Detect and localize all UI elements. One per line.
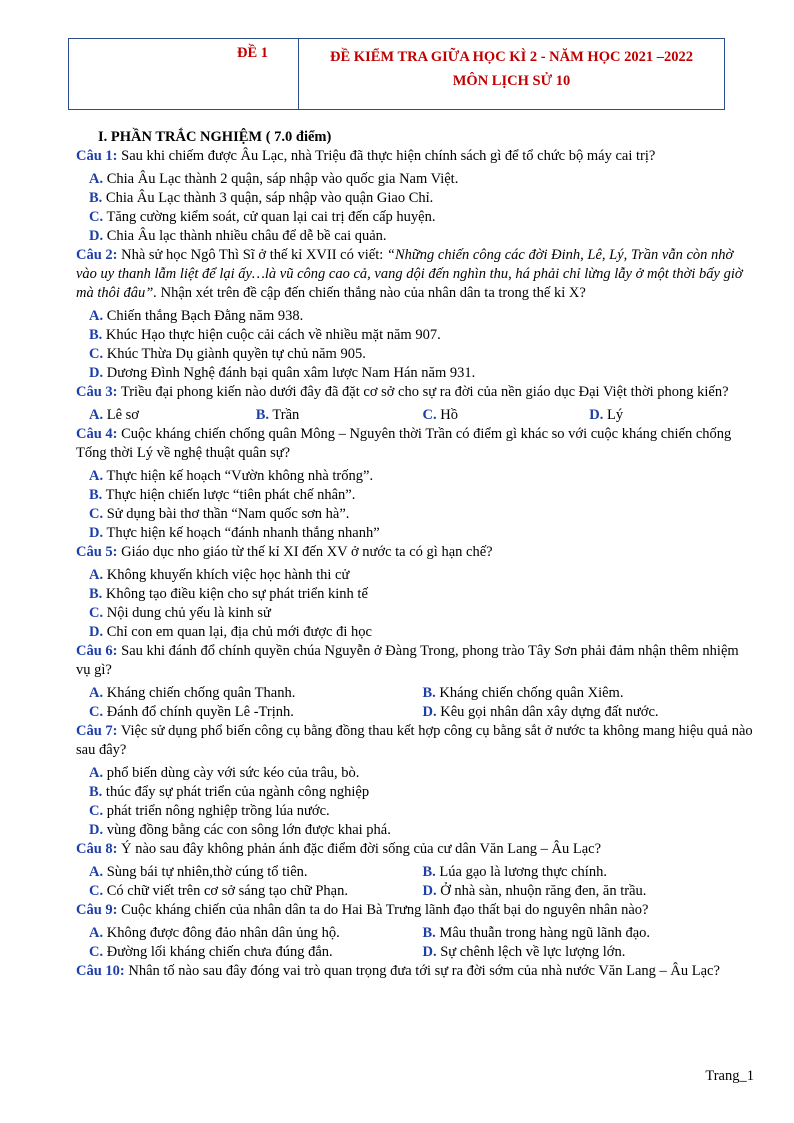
option-letter: D. (89, 525, 104, 541)
option-text: Trần (272, 407, 300, 423)
option-d (89, 821, 756, 840)
question-text: Việc sử dụng phổ biến công cụ bằng đồng thau kết hợp công cụ bằng sắt ở nước ta không mang hiệu quả nào sau đây? (76, 723, 753, 758)
option-text: Kháng chiến chống quân Xiêm. (439, 685, 624, 701)
question-text: Sau khi đánh đổ chính quyền chúa Nguyễn ở Đàng Trong, phong trào Tây Sơn phải đảm nhận thêm nhiệm vụ gì? (76, 643, 739, 678)
option-text: Không được đông đảo nhân dân ủng hộ. (106, 925, 340, 941)
question-text: Nhân tố nào sau đây đóng vai trò quan trọng đưa tới sự ra đời sớm của nhà nước Văn Lang – Âu Lạc? (124, 963, 720, 979)
question-label: Câu 9: (76, 902, 118, 918)
option-text: Chia Âu lạc thành nhiều châu để dễ bề cai quản. (106, 228, 387, 244)
option-b (89, 783, 756, 802)
question-7 (76, 722, 756, 760)
option-text: Lúa gạo là lương thực chính. (439, 864, 607, 880)
question-text: Cuộc kháng chiến chống quân Mông – Nguyên thời Trần có điểm gì khác so với cuộc kháng chiến chống Tống thời Lý về nghệ thuật quân sự? (76, 426, 732, 461)
option-text: Hồ (440, 407, 458, 423)
option-letter: C. (89, 704, 104, 720)
option-text: Lê sơ (106, 407, 139, 423)
header-box (68, 38, 725, 110)
option-text: Sử dụng bài thơ thần “Nam quốc sơn hà”. (106, 506, 350, 522)
options-row (89, 703, 756, 722)
option-a (89, 764, 756, 783)
option-text: Thực hiện kế hoạch “Vườn không nhà trống”. (106, 468, 374, 484)
option-letter: B. (89, 327, 103, 343)
option-text: Kháng chiến chống quân Thanh. (106, 685, 296, 701)
question-text: Nhận xét trên đề cập đến chiến thắng nào của nhân dân ta trong thế kỉ X? (156, 285, 586, 301)
option-text: Thực hiện kế hoạch “đánh nhanh thắng nhanh” (106, 525, 380, 541)
option-text: Chiến thắng Bạch Đằng năm 938. (106, 308, 304, 324)
option-c (89, 505, 756, 524)
option-text: thúc đẩy sự phát triển của ngành công nghiệp (105, 784, 370, 800)
option-letter: A. (89, 765, 104, 781)
question-content (76, 128, 756, 981)
question-label: Câu 5: (76, 544, 118, 560)
option-text: vùng đồng bằng các con sông lớn được khai phá. (106, 822, 391, 838)
option-letter: D. (89, 822, 104, 838)
option-letter: C. (89, 944, 104, 960)
option-a (89, 924, 423, 943)
question-9 (76, 901, 756, 920)
option-text: Chỉ con em quan lại, địa chủ mới được đi học (106, 624, 372, 640)
option-a (89, 684, 423, 703)
question-2 (76, 246, 756, 303)
option-a (89, 307, 756, 326)
option-a (89, 406, 256, 425)
option-a (89, 566, 756, 585)
option-c (89, 703, 423, 722)
option-d (89, 623, 756, 642)
option-a (89, 863, 423, 882)
option-letter: B. (255, 407, 270, 423)
question-8 (76, 840, 756, 859)
question-label: Câu 4: (76, 426, 118, 442)
option-letter: C. (422, 407, 437, 423)
option-text: Kêu gọi nhân dân xây dựng đất nước. (440, 704, 659, 720)
option-a (89, 170, 756, 189)
option-b (423, 684, 757, 703)
option-letter: D. (89, 624, 104, 640)
option-d (89, 227, 756, 246)
question-text: Triều đại phong kiến nào dưới đây đã đặt cơ sở cho sự ra đời của nền giáo dục Đại Việt thời phong kiến? (117, 384, 729, 400)
exam-code: ĐỀ 1 (236, 45, 268, 61)
option-letter: D. (89, 365, 104, 381)
question-label: Câu 7: (76, 723, 118, 739)
option-text: Không khuyến khích việc học hành thi cử (106, 567, 350, 583)
option-c (89, 604, 756, 623)
option-b (89, 189, 756, 208)
option-text: Dương Đình Nghệ đánh bại quân xâm lược Nam Hán năm 931. (106, 365, 476, 381)
page-number: Trang_1 (705, 1068, 754, 1084)
option-letter: C. (89, 883, 104, 899)
option-letter: A. (89, 925, 104, 941)
option-letter: D. (89, 228, 104, 244)
option-letter: C. (89, 605, 104, 621)
option-b (89, 326, 756, 345)
exam-subject: MÔN LỊCH SỬ 10 (452, 73, 571, 89)
question-label: Câu 8: (76, 841, 118, 857)
option-letter: A. (89, 685, 104, 701)
question-text: Nhà sử học Ngô Thì Sĩ ở thế kỉ XVII có viết: (117, 247, 387, 263)
option-letter: A. (89, 308, 104, 324)
options-row (89, 684, 756, 703)
question-text: Cuộc kháng chiến của nhân dân ta do Hai Bà Trưng lãnh đạo thất bại do nguyên nhân nào? (117, 902, 649, 918)
question-label: Câu 2: (76, 247, 118, 263)
option-b (423, 863, 757, 882)
option-letter: A. (89, 864, 104, 880)
option-letter: B. (89, 190, 103, 206)
option-b (89, 486, 756, 505)
option-letter: D. (422, 883, 437, 899)
question-label: Câu 6: (76, 643, 118, 659)
option-letter: B. (89, 586, 103, 602)
option-letter: D. (422, 944, 437, 960)
option-letter: C. (89, 803, 104, 819)
question-quote: “Những chiến công các đời Đinh, Lê, Lý, Trần vẫn còn nhờ vào uy thanh lẫm liệt để lại ấy…là vũ công cao cả, vang dội đến nghìn thu, há phải chỉ lừng lẫy ở một thời bấy giờ mà thôi đâu”. (76, 247, 743, 301)
option-text: Lý (606, 407, 624, 423)
question-text: Giáo dục nho giáo từ thế kỉ XI đến XV ở nước ta có gì hạn chế? (117, 544, 493, 560)
header-left-cell (69, 39, 299, 109)
options-row (89, 406, 756, 425)
question-text: Ý nào sau đây không phản ánh đặc điểm đời sống của cư dân Văn Lang – Âu Lạc? (117, 841, 602, 857)
question-6 (76, 642, 756, 680)
question-label: Câu 1: (76, 148, 118, 164)
question-label: Câu 3: (76, 384, 118, 400)
option-text: phổ biến dùng cày với sức kéo của trâu, bò. (106, 765, 360, 781)
option-c (89, 208, 756, 227)
option-text: Chia Âu Lạc thành 2 quận, sáp nhập vào quốc gia Nam Việt. (106, 171, 459, 187)
exam-title: ĐỀ KIỂM TRA GIỮA HỌC KÌ 2 - NĂM HỌC 2021 –2022 (330, 49, 693, 65)
option-letter: D. (422, 704, 437, 720)
option-a (89, 467, 756, 486)
header-right-cell (299, 39, 724, 109)
option-letter: C. (89, 346, 104, 362)
question-3 (76, 383, 756, 402)
option-text: Sùng bái tự nhiên,thờ cúng tổ tiên. (106, 864, 308, 880)
option-d (423, 943, 757, 962)
option-c (89, 345, 756, 364)
option-text: Tăng cường kiểm soát, cử quan lại cai trị đến cấp huyện. (106, 209, 436, 225)
question-5 (76, 543, 756, 562)
option-text: phát triển nông nghiệp trồng lúa nước. (106, 803, 330, 819)
option-text: Không tạo điều kiện cho sự phát triển kinh tế (105, 586, 368, 602)
option-c (89, 943, 423, 962)
option-c (423, 406, 590, 425)
option-letter: A. (89, 567, 104, 583)
option-c (89, 882, 423, 901)
option-letter: B. (422, 864, 436, 880)
option-text: Khúc Thừa Dụ giành quyền tự chủ năm 905. (106, 346, 366, 362)
option-text: Sự chênh lệch về lực lượng lớn. (440, 944, 626, 960)
section-title: I. PHẦN TRẮC NGHIỆM ( 7.0 điểm) (98, 129, 332, 145)
option-text: Đường lối kháng chiến chưa đúng đắn. (106, 944, 333, 960)
options-row (89, 924, 756, 943)
option-text: Mâu thuẫn trong hàng ngũ lãnh đạo. (439, 925, 651, 941)
option-letter: A. (89, 407, 104, 423)
option-b (89, 585, 756, 604)
option-letter: A. (89, 171, 104, 187)
option-d (589, 406, 756, 425)
option-d (423, 882, 757, 901)
option-letter: C. (89, 209, 104, 225)
option-text: Có chữ viết trên cơ sở sáng tạo chữ Phạn. (106, 883, 348, 899)
options-row (89, 863, 756, 882)
option-c (89, 802, 756, 821)
option-text: Chia Âu Lạc thành 3 quận, sáp nhập vào quận Giao Chỉ. (105, 190, 434, 206)
question-label: Câu 10: (76, 963, 125, 979)
option-letter: D. (589, 407, 604, 423)
question-4 (76, 425, 756, 463)
option-d (89, 364, 756, 383)
options-row (89, 882, 756, 901)
option-text: Đánh đổ chính quyền Lê -Trịnh. (106, 704, 294, 720)
option-d (423, 703, 757, 722)
option-letter: B. (89, 784, 103, 800)
options-row (89, 943, 756, 962)
option-text: Ở nhà sàn, nhuộn răng đen, ăn trầu. (440, 883, 647, 899)
option-b (423, 924, 757, 943)
option-letter: A. (89, 468, 104, 484)
question-text: Sau khi chiếm được Âu Lạc, nhà Triệu đã thực hiện chính sách gì để tổ chức bộ máy cai trị? (117, 148, 656, 164)
question-1 (76, 147, 756, 166)
option-text: Khúc Hạo thực hiện cuộc cải cách về nhiều mặt năm 907. (105, 327, 441, 343)
question-10 (76, 962, 756, 981)
option-letter: B. (89, 487, 103, 503)
option-letter: B. (422, 685, 436, 701)
option-text: Nội dung chủ yếu là kinh sử (106, 605, 271, 621)
option-b (256, 406, 423, 425)
option-letter: B. (422, 925, 436, 941)
option-d (89, 524, 756, 543)
option-letter: C. (89, 506, 104, 522)
option-text: Thực hiện chiến lược “tiên phát chế nhân”. (105, 487, 356, 503)
